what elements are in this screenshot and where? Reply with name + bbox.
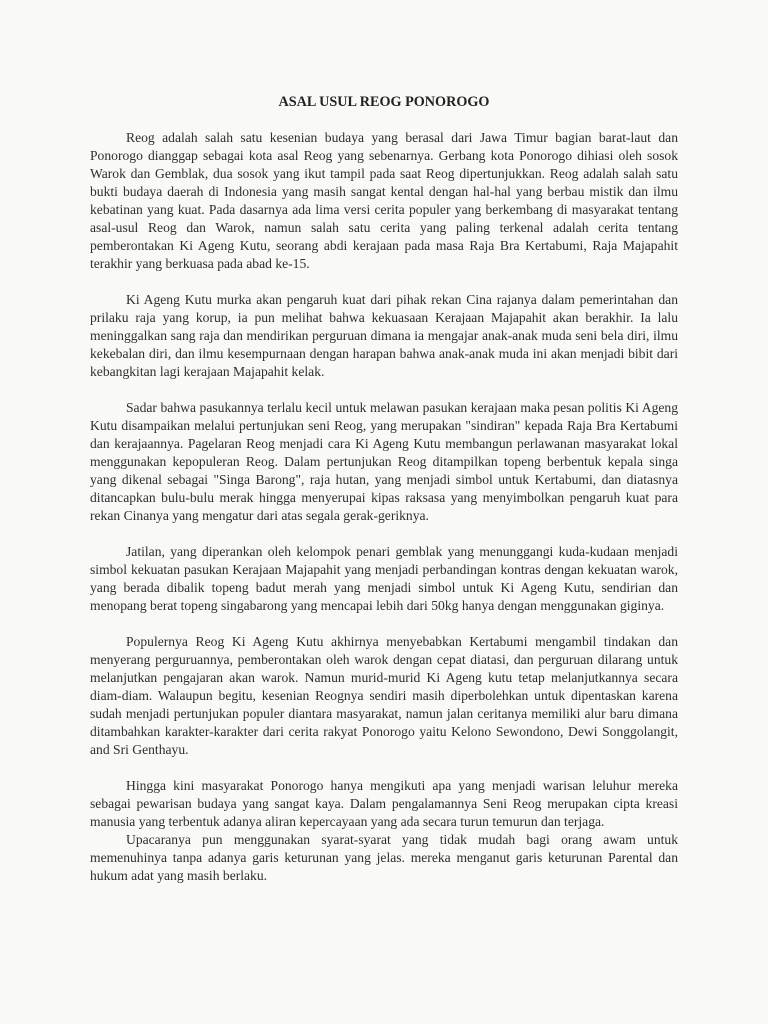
- paragraph-5: Populernya Reog Ki Ageng Kutu akhirnya menyebabkan Kertabumi mengambil tindakan dan menyerang perguruannya, pemberontakan oleh warok dengan cepat diatasi, dan perguruan dilarang untuk melanjutkan pengajaran akan warok. Namun murid-murid Ki Ageng kutu tetap melanjutkannya secara diam-diam. Walaupun begitu, kesenian Reognya sendiri masih diperbolehkan untuk dipentaskan karena sudah menjadi pertunjukan populer diantara masyarakat, namun jalan ceritanya memiliki alur baru dimana ditambahkan karakter-karakter dari cerita rakyat Ponorogo yaitu Kelono Sewondono, Dewi Songgolangit, and Sri Genthayu.: [90, 634, 678, 757]
- paragraph-6: Hingga kini masyarakat Ponorogo hanya mengikuti apa yang menjadi warisan leluhur mereka sebagai pewarisan budaya yang sangat kaya. Dalam pengalamannya Seni Reog merupakan cipta kreasi manusia yang terbentuk adanya aliran kepercayaan yang ada secara turun temurun dan terjaga.: [90, 778, 678, 829]
- paragraph-2: Ki Ageng Kutu murka akan pengaruh kuat dari pihak rekan Cina rajanya dalam pemerintahan dan prilaku raja yang korup, ia pun melihat bahwa kekuasaan Kerajaan Majapahit akan berakhir. Ia lalu meninggalkan sang raja dan mendirikan perguruan dimana ia mengajar anak-anak muda seni bela diri, ilmu kekebalan diri, dan ilmu kesempurnaan dengan harapan bahwa anak-anak muda ini akan menjadi bibit dari kebangkitan lagi kerajaan Majapahit kelak.: [90, 292, 678, 379]
- document-title: ASAL USUL REOG PONOROGO: [278, 94, 490, 110]
- paragraph-7: Upacaranya pun menggunakan syarat-syarat yang tidak mudah bagi orang awam untuk memenuhinya tanpa adanya garis keturunan yang jelas. mereka menganut garis keturunan Parental dan hukum adat yang masih berlaku.: [90, 832, 678, 883]
- paragraph-4: Jatilan, yang diperankan oleh kelompok penari gemblak yang menunggangi kuda-kudaan menjadi simbol kekuatan pasukan Kerajaan Majapahit yang menjadi perbandingan kontras dengan kekuatan warok, yang berada dibalik topeng badut merah yang menjadi simbol untuk Ki Ageng Kutu, sendirian dan menopang berat topeng singabarong yang mencapai lebih dari 50kg hanya dengan menggunakan giginya.: [90, 544, 678, 613]
- paragraph-3: Sadar bahwa pasukannya terlalu kecil untuk melawan pasukan kerajaan maka pesan politis Ki Ageng Kutu disampaikan melalui pertunjukan seni Reog, yang merupakan "sindiran" kepada Raja Bra Kertabumi dan kerajaannya. Pagelaran Reog menjadi cara Ki Ageng Kutu membangun perlawanan masyarakat lokal menggunakan kepopuleran Reog. Dalam pertunjukan Reog ditampilkan topeng berbentuk kepala singa yang dikenal sebagai "Singa Barong", raja hutan, yang menjadi simbol untuk Kertabumi, dan diatasnya ditancapkan bulu-bulu merak hingga menyerupai kipas raksasa yang menyimbolkan pengaruh kuat para rekan Cinanya yang mengatur dari atas segala gerak-geriknya.: [90, 400, 678, 523]
- document-content: [90, 93, 678, 903]
- paragraph-1: Reog adalah salah satu kesenian budaya yang berasal dari Jawa Timur bagian barat-laut dan Ponorogo dianggap sebagai kota asal Reog yang sebenarnya. Gerbang kota Ponorogo dihiasi oleh sosok Warok dan Gemblak, dua sosok yang ikut tampil pada saat Reog dipertunjukkan. Reog adalah salah satu bukti budaya daerah di Indonesia yang masih sangat kental dengan hal-hal yang berbau mistik dan ilmu kebatinan yang kuat. Pada dasarnya ada lima versi cerita populer yang berkembang di masyarakat tentang asal-usul Reog dan Warok, namun salah satu cerita yang paling terkenal adalah cerita tentang pemberontakan Ki Ageng Kutu, seorang abdi kerajaan pada masa Raja Bra Kertabumi, Raja Majapahit terakhir yang berkuasa pada abad ke-15.: [90, 130, 678, 271]
